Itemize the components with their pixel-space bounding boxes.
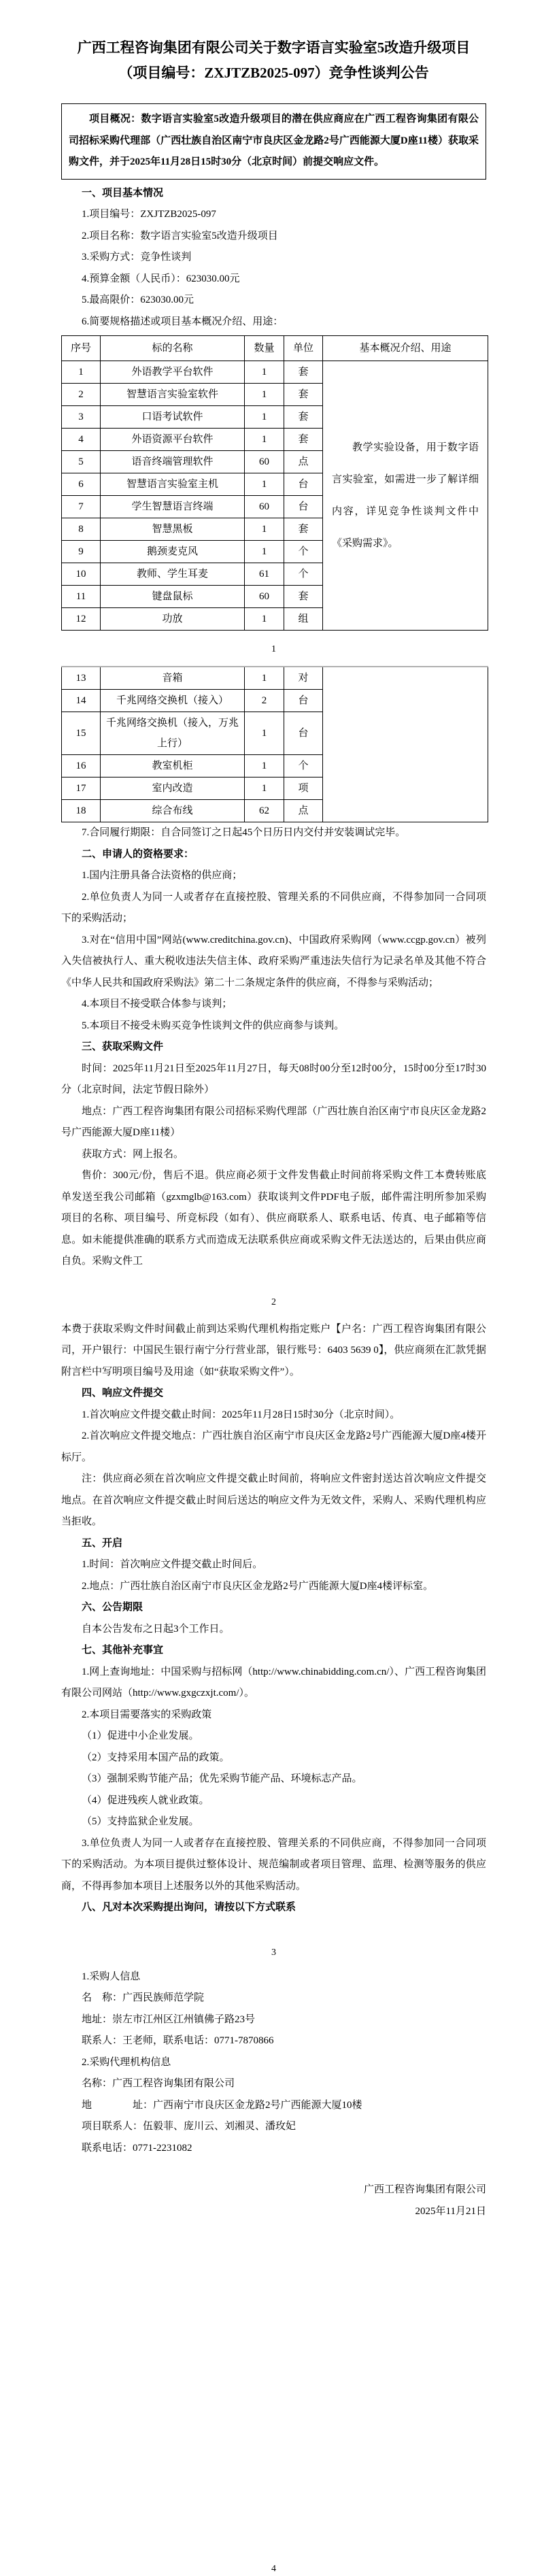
table-cell: 4 xyxy=(62,429,101,451)
table-cell: 项 xyxy=(284,777,323,800)
table-cell: 套 xyxy=(284,406,323,429)
paragraph: 2.单位负责人为同一人或者存在直接控股、管理关系的不同供应商，不得参加同一合同项下的采购活动； xyxy=(61,891,486,924)
paragraph: 项目联系人：伍毅菲、庞川云、刘湘灵、潘玫妃 xyxy=(82,2121,296,2132)
table-cell: 语音终端管理软件 xyxy=(101,451,245,473)
paragraph: 5.本项目不接受未购买竞争性谈判文件的供应商参与谈判。 xyxy=(82,1020,345,1031)
table-cell: 2 xyxy=(245,690,284,712)
paragraph: 本费于获取采购文件时间截止前到达采购代理机构指定账户【户名：广西工程咨询集团有限公司，开户银行：中国民生银行南宁分行营业部，银行账号：6403 5639 0】，供应商须在汇款凭据附言栏中写明项目编号及用途（如“获取采购文件”）。 xyxy=(61,1323,486,1377)
paragraph: 4.本项目不接受联合体参与谈判； xyxy=(82,999,233,1009)
table-header-row xyxy=(62,336,488,361)
paragraph: 名 称：广西民族师范学院 xyxy=(82,1992,205,2003)
table-cell: 1 xyxy=(245,608,284,631)
section-heading: 五、开启 xyxy=(82,1537,123,1549)
table-cell: 1 xyxy=(245,473,284,496)
page-number-3: 3 xyxy=(271,1947,276,1958)
section-heading: 六、公告期限 xyxy=(82,1602,143,1613)
table-merged-note-cell xyxy=(323,361,488,631)
table-header-cell: 序号 xyxy=(62,336,101,361)
table-cell: 60 xyxy=(245,496,284,518)
table-merged-empty-cell xyxy=(323,667,488,822)
paragraph: 1.首次响应文件提交截止时间：2025年11月28日15时30分（北京时间）。 xyxy=(82,1409,401,1420)
signature-company: 广西工程咨询集团有限公司 xyxy=(363,2184,486,2195)
table-header-cell: 数量 xyxy=(245,336,284,361)
paragraph: （1）促进中小企业发展。 xyxy=(82,1730,199,1741)
paragraph: （2）支持采用本国产品的政策。 xyxy=(82,1752,230,1763)
table-cell: 16 xyxy=(62,755,101,777)
document-title-line1: 广西工程咨询集团有限公司关于数字语言实验室5改造升级项目 xyxy=(77,39,471,56)
project-overview-box xyxy=(61,103,486,180)
document-title-line2: （项目编号：ZXJTZB2025-097）竞争性谈判公告 xyxy=(118,65,429,81)
paragraph: （4）促进残疾人就业政策。 xyxy=(82,1794,209,1806)
table-cell: 1 xyxy=(245,361,284,384)
table-cell: 教室机柜 xyxy=(101,755,245,777)
table-cell: 套 xyxy=(284,384,323,406)
table-cell: 功放 xyxy=(101,608,245,631)
paragraph: 时间：2025年11月21日至2025年11月27日，每天08时00分至12时00分，15时00分至17时30分（北京时间，法定节假日除外） xyxy=(61,1063,486,1095)
table-header-cell: 单位 xyxy=(284,336,323,361)
table-cell: 外语资源平台软件 xyxy=(101,429,245,451)
section-heading: 二、申请人的资格要求： xyxy=(82,848,194,860)
basic-info-item: 2.项目名称：数字语言实验室5改造升级项目 xyxy=(82,230,278,241)
table-cell: 9 xyxy=(62,541,101,563)
table-cell: 千兆网络交换机（接入） xyxy=(101,690,245,712)
paragraph: 3.单位负责人为同一人或者存在直接控股、管理关系的不同供应商，不得参加同一合同项下的采购活动。为本项目提供过整体设计、规范编制或者项目管理、监理、检测等服务的供应商，不得再参加本项目上述服务以外的其他采购活动。 xyxy=(61,1837,486,1892)
paragraph: 联系人：王老师，联系电话：0771-7870866 xyxy=(82,2035,274,2046)
table-cell: 60 xyxy=(245,451,284,473)
table-cell: 台 xyxy=(284,473,323,496)
table-cell: 1 xyxy=(245,777,284,800)
table-cell: 外语教学平台软件 xyxy=(101,361,245,384)
signature-date: 2025年11月21日 xyxy=(415,2205,486,2217)
paragraph: 注：供应商必须在首次响应文件提交截止时间前，将响应文件密封送达首次响应文件提交地点。在首次响应文件提交截止时间后送达的响应文件为无效文件，采购人、采购代理机构应当拒收。 xyxy=(61,1473,486,1527)
table-cell: 点 xyxy=(284,800,323,822)
table-cell: 套 xyxy=(284,361,323,384)
table-cell: 62 xyxy=(245,800,284,822)
table-cell: 13 xyxy=(62,667,101,690)
table-cell: 综合布线 xyxy=(101,800,245,822)
table-cell: 1 xyxy=(245,667,284,690)
table-cell: 个 xyxy=(284,563,323,586)
table-cell: 2 xyxy=(62,384,101,406)
paragraph: 2.首次响应文件提交地点：广西壮族自治区南宁市良庆区金龙路2号广西能源大厦D座4楼开标厅。 xyxy=(61,1431,486,1463)
section-heading: 七、其他补充事宜 xyxy=(82,1645,164,1656)
basic-info-item: 1.项目编号：ZXJTZB2025-097 xyxy=(82,209,216,220)
page-number-2: 2 xyxy=(271,1297,276,1307)
table-header-cell: 标的名称 xyxy=(101,336,245,361)
items-table-page1 xyxy=(61,335,488,631)
table-cell: 口语考试软件 xyxy=(101,406,245,429)
table-cell: 智慧语言实验室软件 xyxy=(101,384,245,406)
table-cell: 1 xyxy=(62,361,101,384)
table-cell: 室内改造 xyxy=(101,777,245,800)
paragraph: 名称：广西工程咨询集团有限公司 xyxy=(82,2078,235,2089)
table-cell: 学生智慧语言终端 xyxy=(101,496,245,518)
table-cell: 5 xyxy=(62,451,101,473)
table-cell: 8 xyxy=(62,518,101,541)
paragraph: 自本公告发布之日起3个工作日。 xyxy=(82,1623,230,1635)
table-cell: 3 xyxy=(62,406,101,429)
table-row xyxy=(62,667,488,690)
table-cell: 1 xyxy=(245,518,284,541)
table-cell: 6 xyxy=(62,473,101,496)
table-merged-note-text: 教学实验设备，用于数字语言实验室，如需进一步了解详细内容，详见竞争性谈判文件中《采购需求》。 xyxy=(332,441,479,549)
items-table-page2 xyxy=(61,666,488,822)
paragraph: 地址：崇左市江州区江州镇佛子路23号 xyxy=(82,2013,256,2025)
table-cell: 套 xyxy=(284,586,323,608)
table-cell: 1 xyxy=(245,541,284,563)
basic-info-item: 4.预算金额（人民币）：623030.00元 xyxy=(82,273,240,284)
table-cell: 智慧语言实验室主机 xyxy=(101,473,245,496)
paragraph: 1.网上查询地址：中国采购与招标网（http://www.chinabidding.com.cn/）、广西工程咨询集团有限公司网站（http://www.gxgczxjt.com/）。 xyxy=(61,1666,486,1699)
table-cell: 11 xyxy=(62,586,101,608)
section-heading: 三、获取采购文件 xyxy=(82,1041,164,1052)
project-overview-text: 项目概况：数字语言实验室5改造升级项目的潜在供应商应在广西工程咨询集团有限公司招标采购代理部（广西壮族自治区南宁市良庆区金龙路2号广西能源大厦D座11楼）获取采购文件，并于2025年11月28日15时30分（北京时间）前提交响应文件。 xyxy=(69,114,479,167)
paragraph: 地 址：广西南宁市良庆区金龙路2号广西能源大厦10楼 xyxy=(82,2099,362,2111)
basic-info-item: 5.最高限价：623030.00元 xyxy=(82,295,194,305)
paragraph: 售价：300元/份，售后不退。供应商必须于文件发售截止时间前将采购文件工本费转账底单发送至我公司邮箱（gzxmglb@163.com）获取谈判文件PDF电子版，邮件需注明所参加采购项目的名称、项目编号、所竞标段（如有）、供应商联系人、联系电话、传真、电子邮箱等信息。如未能提供准确的联系方式而造成无法联系供应商或采购文件无法送达的，后果由供应商自负。采购文件工 xyxy=(61,1170,486,1267)
table-cell: 套 xyxy=(284,518,323,541)
table-cell: 套 xyxy=(284,429,323,451)
table-cell: 1 xyxy=(245,712,284,755)
paragraph: 联系电话：0771-2231082 xyxy=(82,2142,192,2154)
table-cell: 组 xyxy=(284,608,323,631)
table-cell: 1 xyxy=(245,406,284,429)
table-cell: 15 xyxy=(62,712,101,755)
document-body-blocks xyxy=(61,822,486,2159)
items-table-header xyxy=(62,336,488,361)
table-cell: 14 xyxy=(62,690,101,712)
paragraph: 1.采购人信息 xyxy=(82,1971,141,1982)
page-number-4: 4 xyxy=(271,2564,276,2574)
table-cell: 个 xyxy=(284,755,323,777)
table-header-cell: 基本概况介绍、用途 xyxy=(323,336,488,361)
table-cell: 60 xyxy=(245,586,284,608)
basic-info-item: 3.采购方式：竞争性谈判 xyxy=(82,252,192,263)
section-heading: 八、凡对本次采购提出询问，请按以下方式联系 xyxy=(82,1902,296,1913)
basic-info-item: 6.简要规格描述或项目基本概况介绍、用途： xyxy=(82,316,284,327)
page-number-1: 1 xyxy=(271,644,276,654)
table-cell: 键盘鼠标 xyxy=(101,586,245,608)
paragraph: 7.合同履行期限：自合同签订之日起45个日历日内交付并安装调试完毕。 xyxy=(82,827,406,838)
paragraph: 1.国内注册具备合法资格的供应商； xyxy=(82,870,243,881)
table-cell: 教师、学生耳麦 xyxy=(101,563,245,586)
table-cell: 鹅颈麦克风 xyxy=(101,541,245,563)
table-cell: 个 xyxy=(284,541,323,563)
basic-info-items xyxy=(61,204,486,333)
section-heading: 四、响应文件提交 xyxy=(82,1388,164,1399)
paragraph: 2.采购代理机构信息 xyxy=(82,2056,171,2068)
table-row xyxy=(62,361,488,384)
paragraph: 2.地点：广西壮族自治区南宁市良庆区金龙路2号广西能源大厦D座4楼评标室。 xyxy=(82,1580,434,1592)
table-cell: 对 xyxy=(284,667,323,690)
paragraph: 3.对在“信用中国”网站(www.creditchina.gov.cn)、中国政府采购网（www.ccgp.gov.cn）被列入失信被执行人、重大税收违法失信主体、政府采购严重违法失信行为记录名单及其他不符合《中华人民共和国政府采购法》第二十二条规定条件的供应商，不得参与采购活动； xyxy=(61,934,486,988)
table-cell: 7 xyxy=(62,496,101,518)
table-cell: 1 xyxy=(245,429,284,451)
paragraph: 2.本项目需要落实的采购政策 xyxy=(82,1709,212,1720)
table-cell: 61 xyxy=(245,563,284,586)
paragraph: 获取方式：网上报名。 xyxy=(82,1148,184,1160)
paragraph: （3）强制采购节能产品；优先采购节能产品、环境标志产品。 xyxy=(82,1773,362,1784)
table-cell: 智慧黑板 xyxy=(101,518,245,541)
table-cell: 台 xyxy=(284,496,323,518)
table-cell: 音箱 xyxy=(101,667,245,690)
paragraph: 地点：广西工程咨询集团有限公司招标采购代理部（广西壮族自治区南宁市良庆区金龙路2号广西能源大厦D座11楼） xyxy=(61,1105,486,1138)
paragraph: （5）支持监狱企业发展。 xyxy=(82,1816,199,1827)
table-cell: 1 xyxy=(245,755,284,777)
table-cell: 12 xyxy=(62,608,101,631)
table-cell: 台 xyxy=(284,690,323,712)
table-cell: 1 xyxy=(245,384,284,406)
table-cell: 台 xyxy=(284,712,323,755)
table-cell: 17 xyxy=(62,777,101,800)
table-cell: 18 xyxy=(62,800,101,822)
section-heading-basic-info: 一、项目基本情况 xyxy=(82,187,164,199)
paragraph: 1.时间：首次响应文件提交截止时间后。 xyxy=(82,1559,263,1570)
table-cell: 10 xyxy=(62,563,101,586)
table-cell: 千兆网络交换机（接入，万兆上行） xyxy=(101,712,245,755)
table-cell: 点 xyxy=(284,451,323,473)
